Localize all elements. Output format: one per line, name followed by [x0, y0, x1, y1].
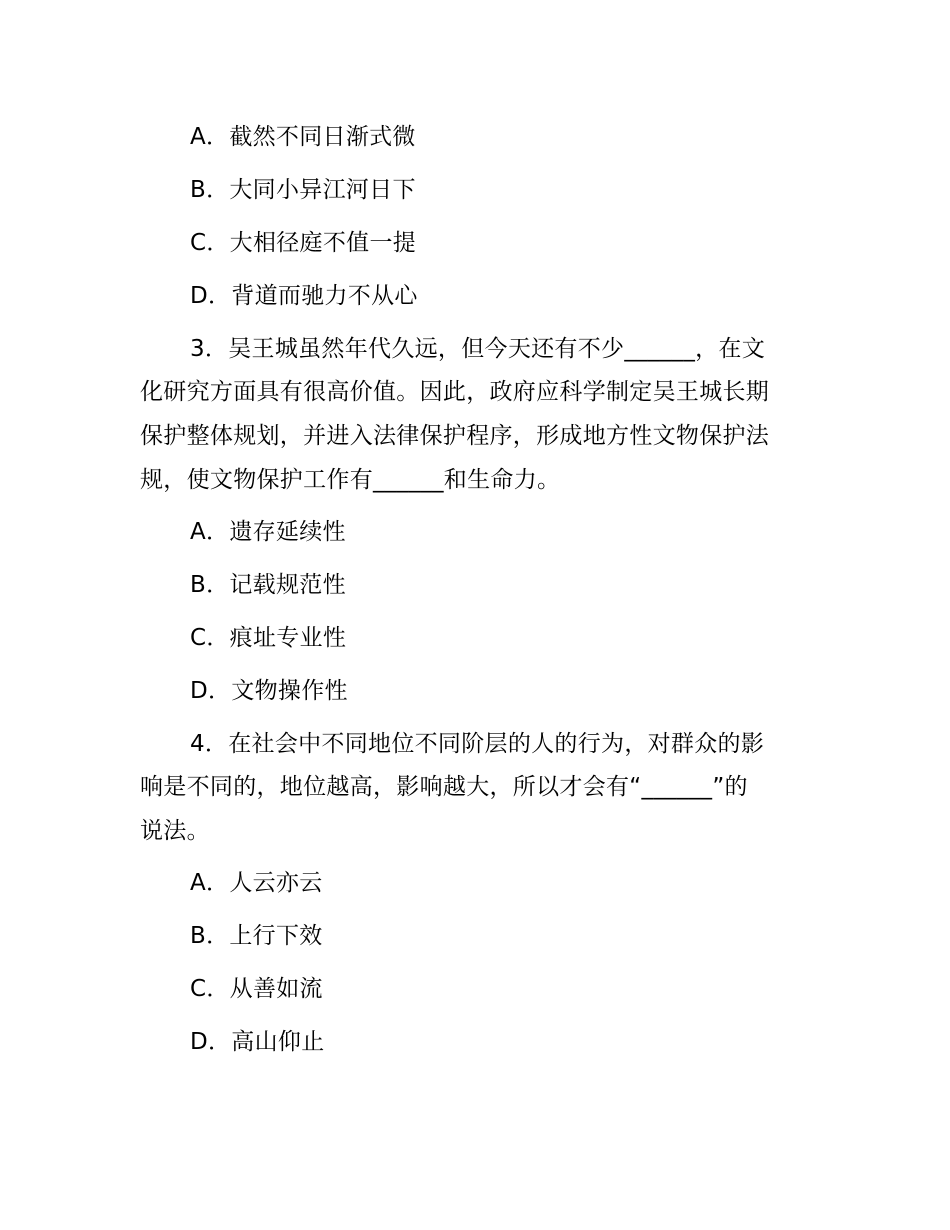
q3-option-a: A．遗存延续性	[190, 519, 346, 545]
q4-option-d: D．高山仰止	[190, 1029, 325, 1055]
q4-text-line-3: 说法。	[140, 818, 210, 844]
q2-option-a: A．截然不同日渐式微	[190, 124, 416, 150]
q2-option-c: C．大相径庭不值一提	[190, 230, 417, 256]
q2-option-d: D．背道而驰力不从心	[190, 283, 418, 309]
q3-text-line-2: 化研究方面具有很高价值。因此，政府应科学制定吴王城长期	[140, 379, 770, 405]
q4-text-line-1: 4．在社会中不同地位不同阶层的人的行为，对群众的影	[190, 731, 765, 757]
q3-option-b: B．记载规范性	[190, 572, 346, 598]
q3-option-d: D．文物操作性	[190, 678, 348, 704]
q4-option-c: C．从善如流	[190, 976, 323, 1002]
q3-option-c: C．痕址专业性	[190, 625, 347, 651]
q2-option-b: B．大同小异江河日下	[190, 177, 416, 203]
q3-text-line-3: 保护整体规划，并进入法律保护程序，形成地方性文物保护法	[140, 423, 770, 449]
q4-option-b: B．上行下效	[190, 923, 323, 949]
q4-text-line-2: 响是不同的，地位越高，影响越大，所以才会有“______”的	[140, 774, 748, 800]
q3-text-line-4: 规，使文物保护工作有______和生命力。	[140, 467, 561, 493]
q3-text-line-1: 3．吴王城虽然年代久远，但今天还有不少______，在文	[190, 336, 766, 362]
q4-option-a: A．人云亦云	[190, 870, 323, 896]
